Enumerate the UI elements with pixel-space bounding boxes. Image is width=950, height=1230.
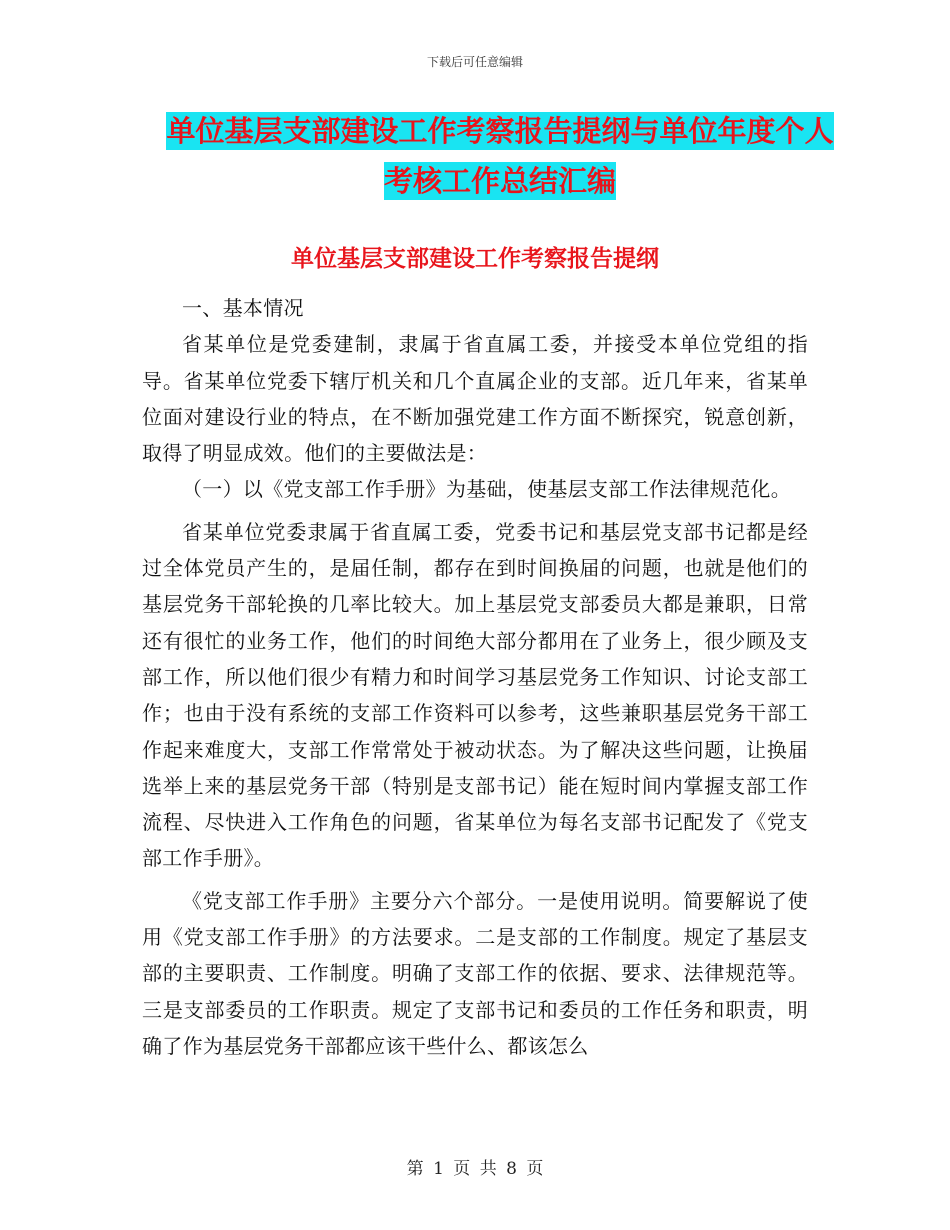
document-title: [120, 106, 880, 206]
document-title-line-1: 单位基层支部建设工作考察报告提纲与单位年度个人: [166, 114, 834, 148]
header-note: 下载后可任意编辑: [426, 55, 523, 69]
paragraph: 省某单位是党委建制，隶属于省直属工委，并接受本单位党组的指导。省某单位党委下辖厅机关和几个直属企业的支部。近几年来，省某单位面对建设行业的特点，在不断加强党建工作方面不断探究，锐意创新，取得了明显成效。他们的主要做法是：: [142, 332, 808, 466]
body-text: [142, 290, 808, 1064]
page-number: 第 1 页 共 8 页: [406, 1159, 544, 1179]
heading-basic-situation: 一、基本情况: [182, 296, 304, 320]
section-title: 单位基层支部建设工作考察报告提纲: [291, 246, 659, 272]
subheading: （一）以《党支部工作手册》为基础，使基层支部工作法律规范化。: [182, 477, 791, 502]
paragraph: 《党支部工作手册》主要分六个部分。一是使用说明。简要解说了使用《党支部工作手册》的方法要求。二是支部的工作制度。规定了基层支部的主要职责、工作制度。明确了支部工作的依据、要求、法律规范等。三是支部委员的工作职责。规定了支部书记和委员的工作任务和职责，明确了作为基层党务干部都应该干些什么、都该怎么: [142, 888, 808, 1058]
paragraph: 省某单位党委隶属于省直属工委，党委书记和基层党支部书记都是经过全体党员产生的，是届任制，都存在到时间换届的问题，也就是他们的基层党务干部轮换的几率比较大。加上基层党支部委员大都是兼职，日常还有很忙的业务工作，他们的时间绝大部分都用在了业务上，很少顾及支部工作，所以他们很少有精力和时间学习基层党务工作知识、讨论支部工作；也由于没有系统的支部工作资料可以参考，这些兼职基层党务干部工作起来难度大，支部工作常常处于被动状态。为了解决这些问题，让换届选举上来的基层党务干部（特别是支部书记）能在短时间内掌握支部工作流程、尽快进入工作角色的问题，省某单位为每名支部书记配发了《党支部工作手册》。: [142, 519, 808, 871]
document-title-line-2: 考核工作总结汇编: [383, 164, 616, 198]
